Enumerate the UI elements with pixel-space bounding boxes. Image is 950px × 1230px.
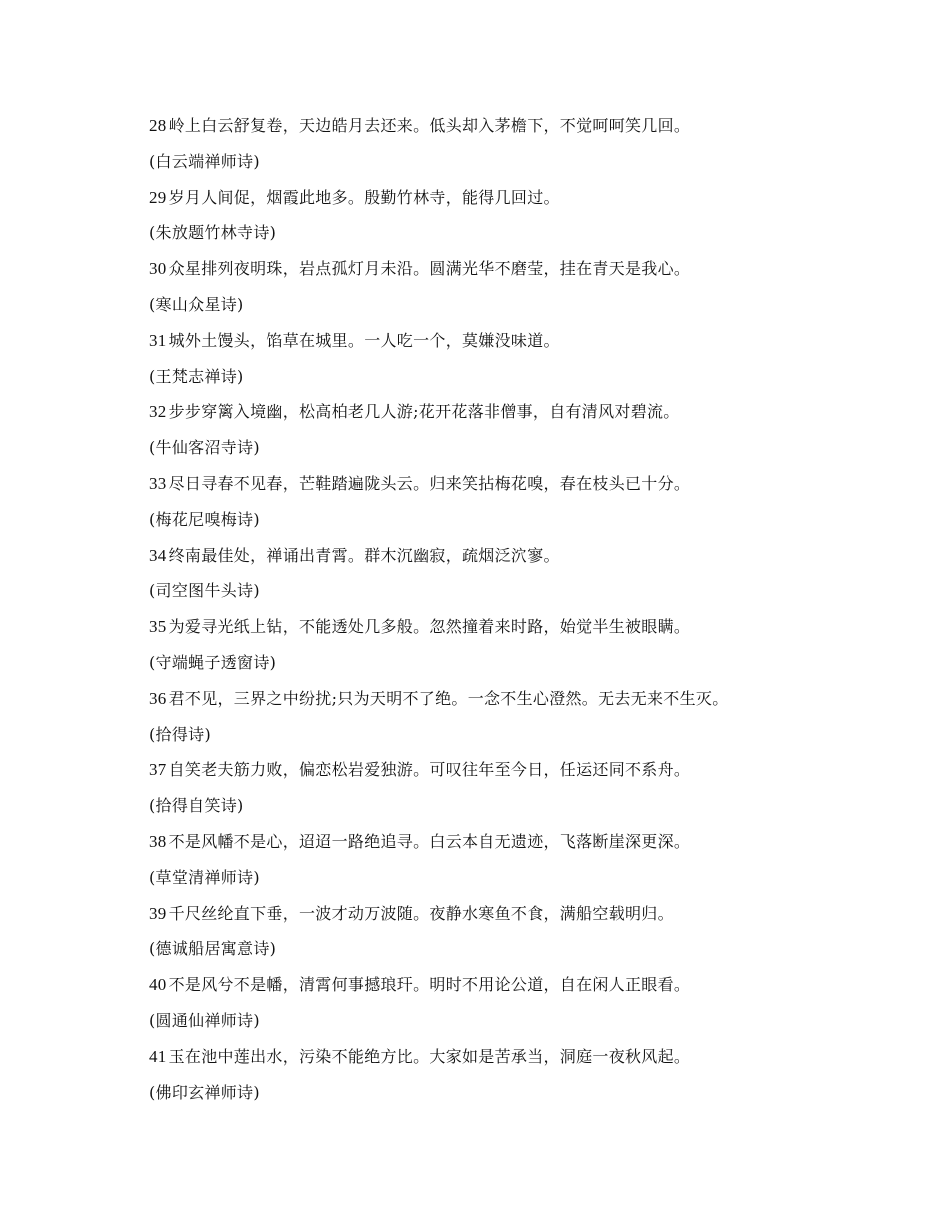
poem-source: (拾得诗)	[149, 724, 211, 744]
poem-number: 29	[149, 187, 167, 207]
poem-number: 35	[149, 617, 167, 637]
poem-text: 步步穿篱入境幽，松高柏老几人游;花开花落非僧事，自有清风对碧流。	[168, 402, 680, 422]
poem-line	[149, 538, 929, 574]
poem-source: (圆通仙禅师诗)	[149, 1010, 260, 1030]
poem-list	[149, 108, 929, 1110]
poem-source: (佛印玄禅师诗)	[149, 1082, 260, 1102]
poem-line	[149, 752, 929, 788]
poem-source: (司空图牛头诗)	[149, 581, 260, 601]
poem-number: 28	[149, 116, 167, 135]
poem-text: 终南最佳处，禅诵出青霄。群木沉幽寂，疏烟泛泬寥。	[168, 545, 560, 565]
poem-line	[149, 681, 929, 717]
poem-text: 自笑老夫筋力败，偏恋松岩爱独游。可叹往年至今日，任运还同不系舟。	[168, 760, 691, 780]
poem-number: 41	[149, 1046, 167, 1066]
poem-number: 32	[149, 402, 167, 422]
poem-line	[149, 251, 929, 287]
poem-line	[149, 394, 929, 430]
poem-text: 君不见，三界之中纷扰;只为天明不了绝。一念不生心澄然。无去无来不生灭。	[168, 688, 729, 708]
poem-number: 38	[149, 831, 167, 851]
poem-line	[149, 108, 929, 144]
poem-text: 不是风兮不是幡，清霄何事撼琅玕。明时不用论公道，自在闲人正眼看。	[168, 975, 691, 995]
poem-source: (寒山众星诗)	[149, 294, 244, 314]
poem-line	[149, 1039, 929, 1075]
poem-line	[149, 896, 929, 932]
poem-text: 众星排列夜明珠，岩点孤灯月未沿。圆满光华不磨莹，挂在青天是我心。	[168, 259, 691, 279]
poem-number: 39	[149, 903, 167, 923]
poem-text: 尽日寻春不见春，芒鞋踏遍陇头云。归来笑拈梅花嗅，春在枝头已十分。	[168, 473, 691, 493]
poem-source: (守端蝇子透窗诗)	[149, 652, 277, 672]
poem-source: (德诚船居寓意诗)	[149, 939, 277, 959]
poem-line	[149, 180, 929, 216]
poem-text: 为爱寻光纸上钻，不能透处几多般。忽然撞着来时路，始觉半生被眼瞒。	[168, 617, 691, 637]
poem-source: (梅花尼嗅梅诗)	[149, 509, 260, 529]
poem-source: (拾得自笑诗)	[149, 796, 244, 816]
poem-line	[149, 466, 929, 502]
poem-text: 千尺丝纶直下垂，一波才动万波随。夜静水寒鱼不食，满船空载明归。	[168, 903, 674, 923]
poem-source: (牛仙客沼寺诗)	[149, 438, 260, 458]
poem-source: (白云端禅师诗)	[149, 151, 260, 171]
poem-number: 40	[149, 975, 167, 995]
poem-line	[149, 323, 929, 359]
poem-source: (草堂清禅师诗)	[149, 867, 260, 887]
poem-source: (朱放题竹林寺诗)	[149, 223, 277, 243]
poem-number: 36	[149, 688, 167, 708]
poem-number: 34	[149, 545, 167, 565]
poem-text: 岭上白云舒复卷，天边皓月去还来。低头却入茅檐下，不觉呵呵笑几回。	[168, 116, 691, 135]
poem-text: 城外土馒头，馅草在城里。一人吃一个，莫嫌没味道。	[168, 330, 560, 350]
poem-text: 玉在池中莲出水，污染不能绝方比。大家如是苦承当，洞庭一夜秋风起。	[168, 1046, 691, 1066]
poem-number: 37	[149, 760, 167, 780]
poem-line	[149, 609, 929, 645]
poem-line	[149, 967, 929, 1003]
poem-number: 33	[149, 473, 167, 493]
poem-source: (王梵志禅诗)	[149, 366, 244, 386]
poem-number: 31	[149, 330, 167, 350]
poem-number: 30	[149, 259, 167, 279]
poem-text: 不是风幡不是心，迢迢一路绝追寻。白云本自无遗迹，飞落断崖深更深。	[168, 831, 691, 851]
poem-line	[149, 824, 929, 860]
poem-text: 岁月人间促，烟霞此地多。殷勤竹林寺，能得几回过。	[168, 187, 560, 207]
